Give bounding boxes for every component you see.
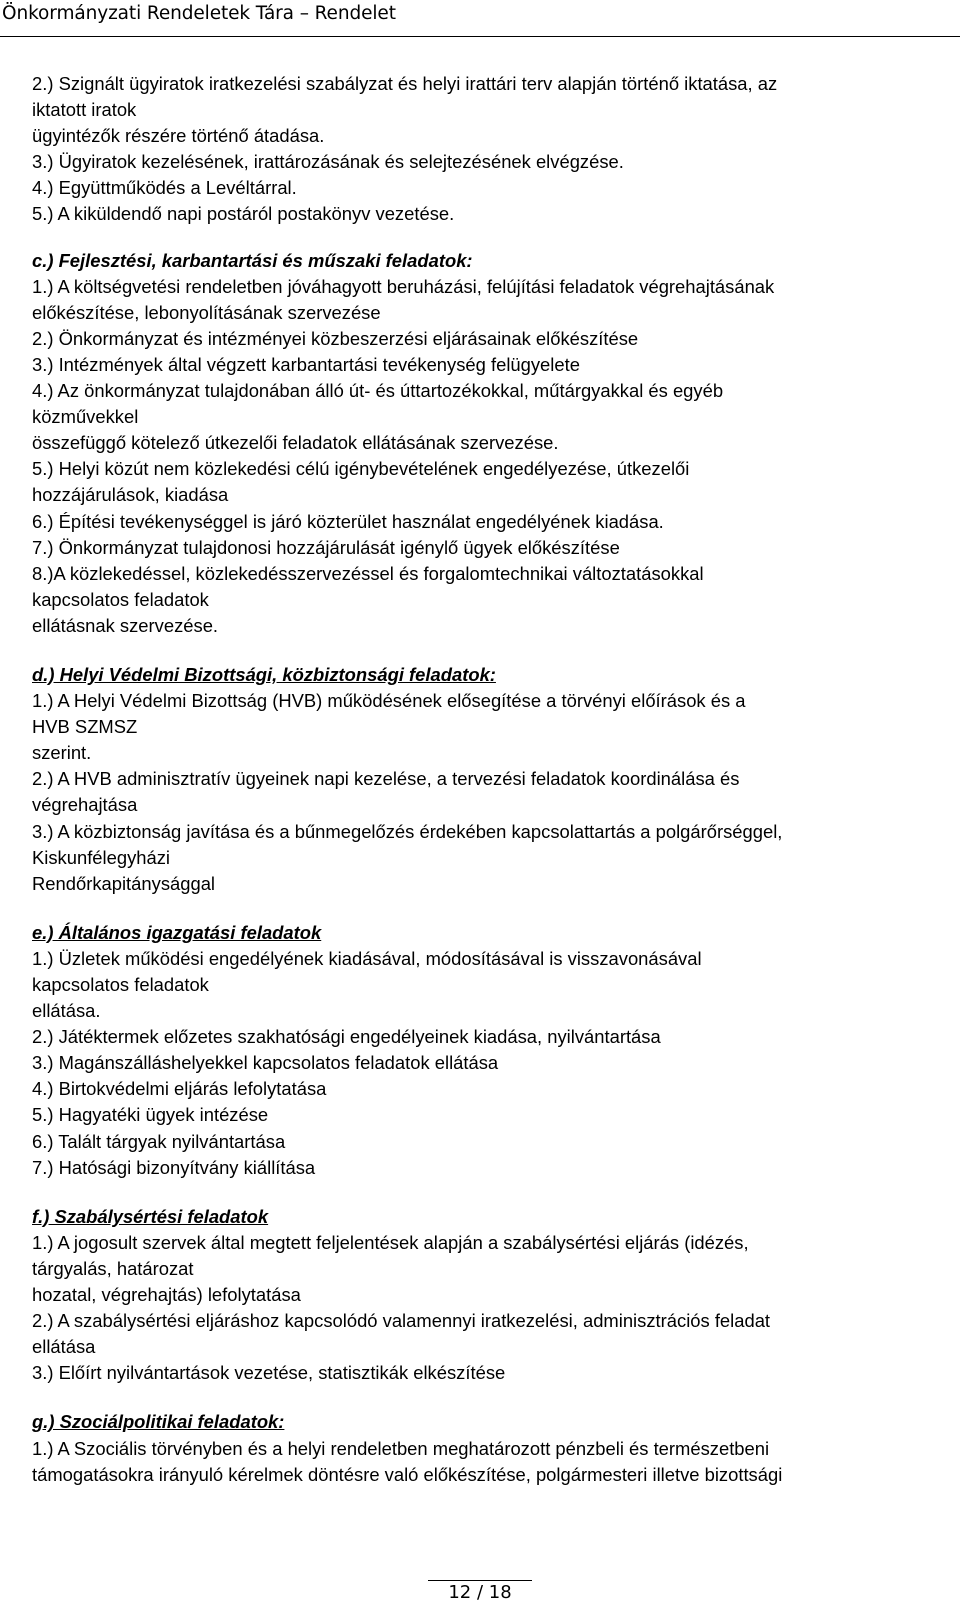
text-line: 2.) A szabálysértési eljáráshoz kapcsolódó valamennyi iratkezelési, adminisztrációs feladat [32,1310,771,1332]
text-line: 3.) Előírt nyilvántartások vezetése, statisztikák elkészítése [32,1362,506,1384]
text-line: 6.) Talált tárgyak nyilvántartása [32,1130,286,1152]
text-line: kapcsolatos feladatok [32,974,209,995]
text-line: hozatal, végrehajtás) lefolytatása [32,1284,301,1306]
text-line: 1.) A Szociális törvényben és a helyi rendeletben meghatározott pénzbeli és természetbeni [32,1437,770,1459]
text-line: HVB SZMSZ [32,716,138,738]
text-line: 7.) Önkormányzat tulajdonosi hozzájárulását igénylő ügyek előkészítése [32,536,620,558]
text-line: 5.) A kiküldendő napi postáról postakönyv vezetése. [32,203,455,225]
text-line: 2.) A HVB adminisztratív ügyeinek napi kezelése, a tervezési feladatok koordinálása és [32,768,740,790]
text-line: 8.)A közlekedéssel, közlekedésszervezéssel és forgalomtechnikai változtatásokkal [32,562,704,584]
text-line: 1.) A jogosult szervek által megtett feljelentések alapján a szabálysértési eljárás (idézés, [32,1231,749,1253]
text-line: 4.) Az önkormányzat tulajdonában álló út- és úttartozékokkal, műtárgyakkal és egyéb [32,380,724,402]
section-fejlesztesi [32,248,952,639]
section-heading: d.) Helyi Védelmi Bizottsági, közbiztonsági feladatok: [32,663,496,685]
text-line: 1.) Üzletek működési engedélyének kiadásával, módosításával is visszavonásával [32,947,702,969]
text-line: ügyintézők részére történő átadása. [32,125,325,147]
text-line: 3.) Ügyiratok kezelésének, irattározásának és selejtezésének elvégzése. [32,151,624,173]
text-line: ellátása [32,1336,96,1358]
text-line: hozzájárulások, kiadása [32,484,229,506]
text-line: 4.) Birtokvédelmi eljárás lefolytatása [32,1078,327,1100]
section-heading: c.) Fejlesztési, karbantartási és műszaki feladatok: [32,249,473,271]
text-line: kapcsolatos feladatok [32,588,209,610]
text-line: tárgyalás, határozat [32,1257,194,1279]
section-szabalysertesi [32,1204,952,1387]
text-line: 3.) Magánszálláshelyekkel kapcsolatos feladatok ellátása [32,1052,499,1074]
page-number: 12 / 18 [448,1582,512,1603]
section-heading: f.) Szabálysértési feladatok [32,1205,269,1227]
section-iktatas [32,71,952,228]
text-line: ellátásnak szervezése. [32,614,219,636]
section-heading: g.) Szociálpolitikai feladatok: [32,1411,285,1433]
text-line: közművekkel [32,406,139,428]
text-line: összefüggő kötelező útkezelői feladatok ellátásának szervezése. [32,432,559,454]
footer-divider [428,1580,532,1581]
text-line: 1.) A költségvetési rendeletben jóváhagyott beruházási, felújítási feladatok végrehajtásának [32,275,775,297]
text-line: támogatásokra irányuló kérelmek döntésre való előkészítése, polgármesteri illetve bizottsági [32,1463,783,1485]
text-line: 1.) A Helyi Védelmi Bizottság (HVB) működésének elősegítése a törvényi előírások és a [32,690,746,712]
text-line: 2.) Játéktermek előzetes szakhatósági engedélyeinek kiadása, nyilvántartása [32,1026,661,1048]
text-line: 2.) Szignált ügyiratok iratkezelési szabályzat és helyi irattári terv alapján történő iktatása, az [32,73,778,94]
page-header [0,0,960,37]
text-line: 3.) Intézmények által végzett karbantartási tevékenység felügyelete [32,353,580,375]
text-line: iktatott iratok [32,99,137,121]
text-line: 5.) Helyi közút nem közlekedési célú igénybevételének engedélyezése, útkezelői [32,458,690,480]
text-line: 5.) Hagyatéki ügyek intézése [32,1104,269,1126]
text-line: 4.) Együttműködés a Levéltárral. [32,177,297,199]
section-heading: e.) Általános igazgatási feladatok [32,921,322,943]
text-line: előkészítése, lebonyolításának szervezése [32,301,381,323]
text-line: 2.) Önkormányzat és intézményei közbeszerzési eljárásainak előkészítése [32,327,639,349]
text-line: 3.) A közbiztonság javítása és a bűnmegelőzés érdekében kapcsolattartás a polgárőrséggel, [32,820,783,842]
document-title: Önkormányzati Rendeletek Tára – Rendelet [2,3,396,24]
page-footer [0,1577,960,1609]
text-line: 7.) Hatósági bizonyítvány kiállítása [32,1156,316,1178]
section-altalanos [32,920,952,1181]
text-line: végrehajtása [32,794,138,816]
text-line: szerint. [32,742,92,764]
text-line: ellátása. [32,1000,101,1022]
section-szocialpolitikai [32,1409,952,1487]
text-line: Rendőrkapitánysággal [32,872,216,894]
text-line: Kiskunfélegyházi [32,846,171,868]
text-line: 6.) Építési tevékenységgel is járó közterület használat engedélyének kiadása. [32,510,664,532]
section-vedelmi [32,662,952,897]
document-body [32,71,952,1488]
